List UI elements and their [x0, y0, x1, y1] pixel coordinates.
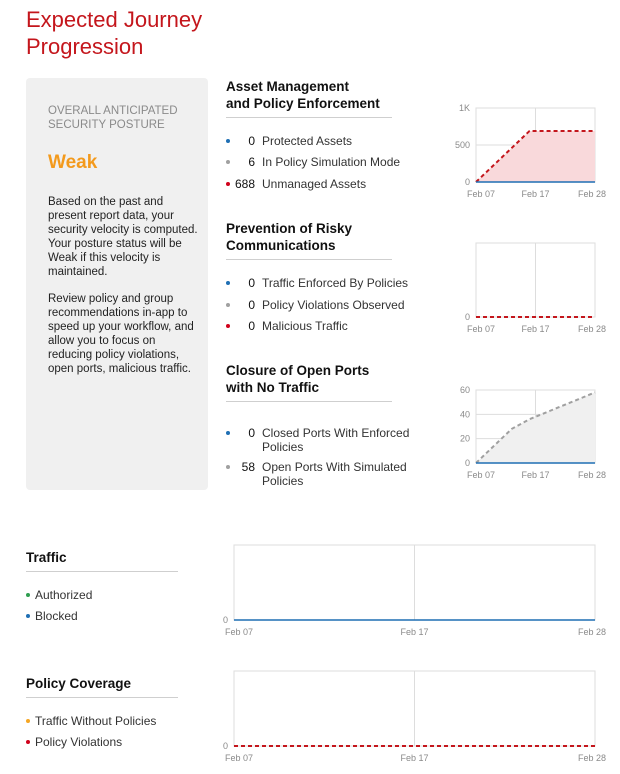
metric-label: Traffic Enforced By Policies: [262, 276, 409, 290]
x-tick-label: Feb 07: [466, 470, 496, 480]
x-tick-label: Feb 07: [466, 189, 496, 199]
metric-value: 0: [248, 298, 255, 312]
metric-value: 0: [248, 134, 255, 148]
x-tick-label: Feb 28: [577, 324, 607, 334]
x-tick-label: Feb 28: [577, 753, 607, 763]
metric-label-line: Closed Ports With Enforced: [262, 426, 410, 440]
posture-description: Based on the past and present report data, your security velocity is computed. Your posture status will be Weak if this velocity is maintained.: [48, 196, 198, 278]
y-tick-label: 0: [464, 458, 470, 468]
metric-value: 0: [248, 276, 255, 290]
metric-label: In Policy Simulation Mode: [262, 155, 401, 169]
metric-value: 0: [248, 319, 255, 333]
metric-label: Malicious Traffic: [262, 319, 348, 333]
section-title-line: and Policy Enforcement: [226, 96, 380, 111]
metric-label: Unmanaged Assets: [262, 177, 367, 191]
y-tick-label: 0: [222, 741, 228, 751]
x-tick-label: Feb 28: [577, 627, 607, 637]
metric-label-line: Policies: [262, 474, 304, 488]
section-title-line: with No Traffic: [226, 380, 320, 395]
legend-label: Blocked: [35, 609, 78, 623]
x-tick-label: Feb 17: [521, 324, 550, 334]
x-tick-label: Feb 17: [400, 753, 429, 763]
section-title-line: Prevention of Risky: [226, 221, 353, 236]
legend-label: Policy Violations: [35, 735, 123, 749]
metric-label: Protected Assets: [262, 134, 353, 148]
y-tick-label: 500: [454, 140, 470, 150]
x-tick-label: Feb 17: [400, 627, 429, 637]
section-title-line: Asset Management: [226, 79, 350, 94]
metric-label-line: Open Ports With Simulated: [262, 460, 407, 474]
y-tick-label: 0: [464, 177, 470, 187]
y-tick-label: 60: [459, 385, 470, 395]
x-tick-label: Feb 07: [224, 753, 254, 763]
y-tick-label: 20: [459, 433, 470, 444]
metric-value: 688: [234, 177, 255, 191]
metric-value: 6: [248, 155, 255, 169]
traffic-title: Traffic: [26, 550, 67, 565]
x-tick-label: Feb 07: [466, 324, 496, 334]
series-area: [476, 131, 595, 182]
metric-label: Policy Violations Observed: [262, 298, 405, 312]
y-tick-label: 0: [464, 312, 470, 322]
posture-recommendation: Review policy and group recommendations in-app to speed up your workflow, and allow you to focus on reducing policy violations, open ports, malicious traffic.: [48, 293, 194, 375]
x-tick-label: Feb 07: [224, 627, 254, 637]
section-title-line: Communications: [226, 238, 336, 253]
y-tick-label: 0: [222, 615, 228, 625]
metric-value: 58: [241, 460, 255, 474]
x-tick-label: Feb 28: [577, 189, 607, 199]
y-tick-label: 1K: [458, 103, 470, 113]
metric-value: 0: [248, 426, 255, 440]
y-tick-label: 40: [459, 409, 470, 420]
posture-label: OVERALL ANTICIPATED SECURITY POSTURE: [48, 105, 178, 131]
legend-label: Authorized: [35, 588, 93, 602]
x-tick-label: Feb 17: [521, 189, 550, 199]
posture-value: Weak: [48, 152, 98, 173]
policy-coverage-title: Policy Coverage: [26, 676, 132, 691]
legend-label: Traffic Without Policies: [35, 714, 157, 728]
section-title-line: Closure of Open Ports: [226, 363, 370, 378]
x-tick-label: Feb 28: [577, 470, 607, 480]
page-title: Expected Journey Progression: [26, 7, 203, 59]
metric-label-line: Policies: [262, 440, 304, 454]
x-tick-label: Feb 17: [521, 470, 550, 480]
